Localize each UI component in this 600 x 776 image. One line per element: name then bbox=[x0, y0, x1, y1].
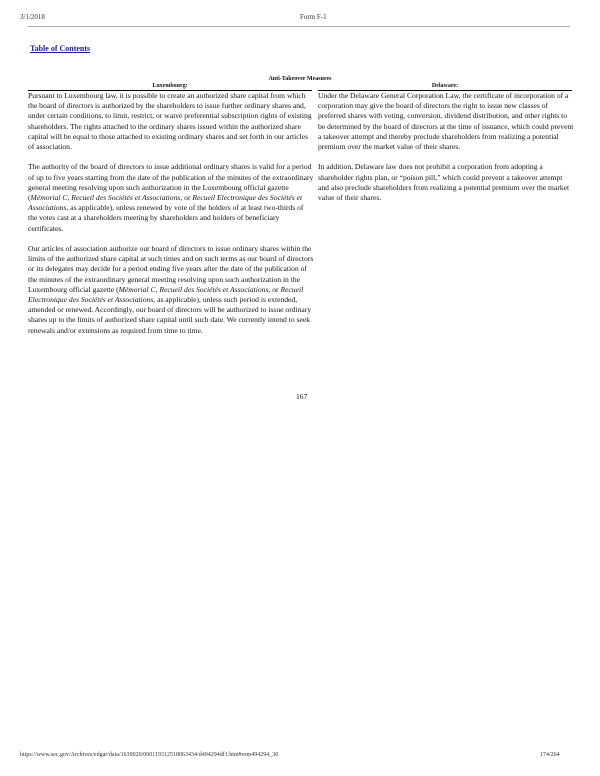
column-header-delaware: Delaware: bbox=[431, 83, 459, 89]
text-run: , as applicable), unless renewed by vote of the holders of at least two-thirds of the votes cast at a shareholders meeting by shareholders and holders of beneficiary certificates. bbox=[28, 203, 304, 233]
luxembourg-paragraph-2 bbox=[28, 162, 314, 233]
text-run: , or bbox=[180, 193, 193, 203]
page-number: 167 bbox=[296, 392, 308, 401]
italic-run: Mémorial C, Recueil des Sociétés et Associations bbox=[30, 193, 181, 203]
delaware-paragraph-1: Under the Delaware General Corporation Law, the certificate of incorporation of a corporation may give the board of directors the right to issue new classes of preferred shares with voting, conversion, dividend distribution, and other rights to be determined by the board of directors at the time of issuance, which could prevent a takeover attempt and thereby preclude shareholders from realizing a potential premium over the market value of their shares. bbox=[318, 91, 574, 152]
footer-page-count: 174/264 bbox=[540, 752, 560, 758]
table-of-contents-link[interactable]: Table of Contents bbox=[30, 44, 91, 53]
italic-run: Recueil Electronique des Sociétés et Associations bbox=[28, 193, 303, 213]
luxembourg-paragraph-1: Pursuant to Luxembourg law, it is possible to create an authorized share capital from which the board of directors is authorized by the shareholders to issue further ordinary shares and, under certain conditions, to limit, restrict, or waive preferential subscription rights of existing shareholders. The rights attached to the ordinary shares issued within the authorized share capital will be equal to those attached to existing ordinary shares and set forth in our articles of association. bbox=[28, 91, 312, 152]
column-header-luxembourg: Luxembourg: bbox=[152, 83, 188, 89]
text-run: , or bbox=[268, 284, 281, 294]
italic-run: Recueil Electronique des Sociétés et Associations bbox=[28, 284, 304, 305]
section-title: Anti-Takeover Measures bbox=[268, 76, 332, 82]
italic-run: Mémorial C, Recueil des Sociétés et Associations bbox=[118, 284, 269, 294]
text-run: Our articles of association authorize our board of directors to issue ordinary shares within the limits of the authorized share capital at such times and on such terms as our board of directors or its delegates may decide for a period ending five years after the date of the publication of the minutes of the extraordinary general meeting resolving upon such authorization in the Luxembourg official gazette ( bbox=[28, 244, 314, 294]
text-run: , as applicable), unless such period is extended, amended or renewed. Accordingly, our board of directors will be authorized to issue ordinary shares up to the limits of authorized share capital until such date. We currently intend to seek renewals and/or extensions as required from time to time. bbox=[28, 295, 312, 335]
header-divider bbox=[28, 26, 570, 27]
footer-url: https://www.sec.gov/Archives/edgar/data/1639920/000119312518063434/d494294df1.htm#rom494294_30 bbox=[20, 752, 279, 758]
print-title: Form F-1 bbox=[300, 13, 327, 21]
luxembourg-paragraph-3 bbox=[28, 244, 314, 336]
delaware-column bbox=[318, 91, 574, 213]
luxembourg-column bbox=[28, 91, 314, 346]
print-date: 3/1/2018 bbox=[20, 13, 45, 21]
delaware-paragraph-2: In addition, Delaware law does not prohibit a corporation from adopting a shareholder rights plan, or “poison pill,” which could prevent a takeover attempt and also preclude shareholders from realizing a potential premium over the market value of their shares. bbox=[318, 162, 570, 203]
text-run: The authority of the board of directors to issue additional ordinary shares is valid for a period of up to five years starting from the date of the publication of the minutes of the extraordinary general meeting resolving upon such authorization in the Luxembourg official gazette ( bbox=[28, 162, 314, 203]
